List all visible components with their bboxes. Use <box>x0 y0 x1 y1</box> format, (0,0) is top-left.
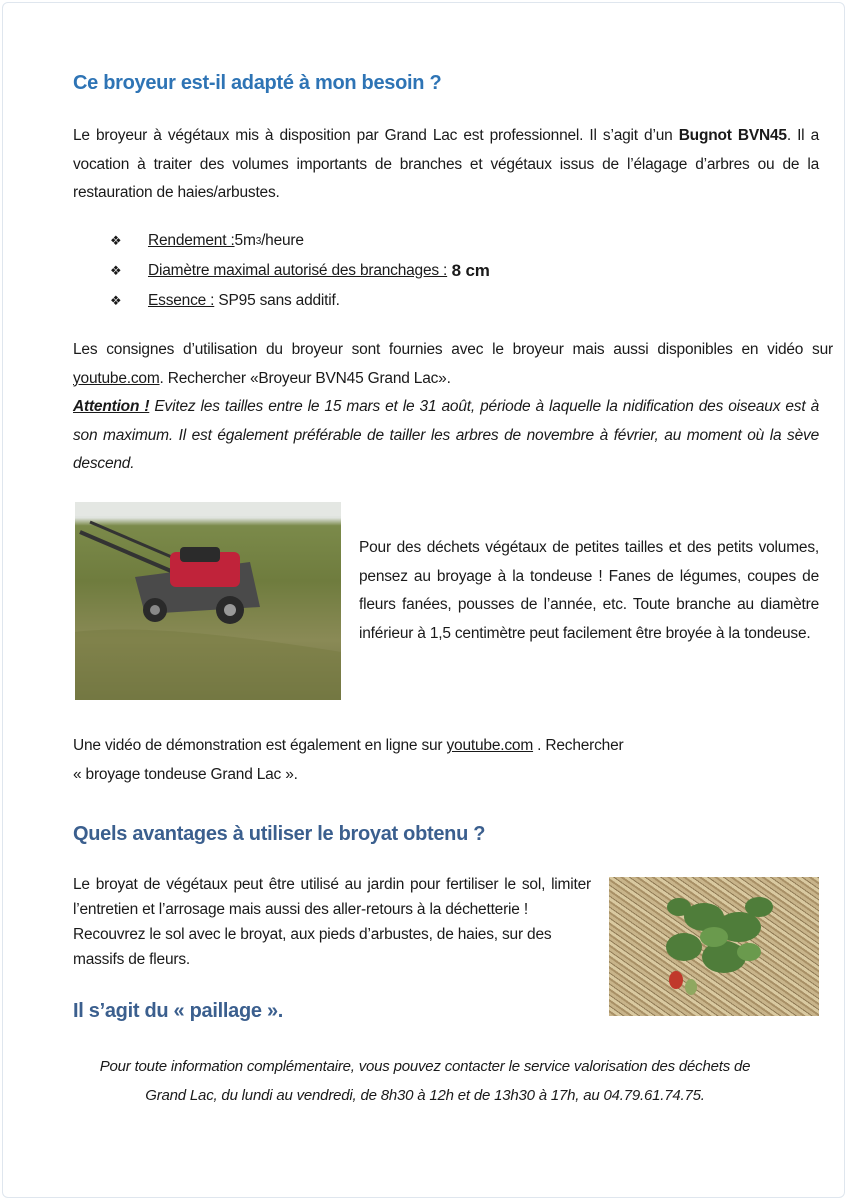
diamond-bullet-icon: ❖ <box>110 233 122 248</box>
spec-label: Diamètre maximal autorisé des branchages : <box>148 262 448 279</box>
lawnmower-illustration <box>75 502 341 700</box>
section-title-avantages: Quels avantages à utiliser le broyat obtenu ? <box>73 823 486 845</box>
consignes-text: Les consignes d’utilisation du broyeur sont fournies avec le broyeur mais aussi disponibles en vidéo sur <box>73 341 833 358</box>
consignes-paragraph <box>73 336 833 393</box>
spec-item <box>110 256 490 286</box>
model-name: Bugnot BVN45 <box>678 127 787 144</box>
lawnmower-photo <box>75 502 341 700</box>
spec-item <box>110 226 490 256</box>
diamond-bullet-icon: ❖ <box>110 263 122 278</box>
spec-value: 5m <box>234 232 256 249</box>
spec-sup: 3 <box>255 235 262 247</box>
video-text-2: . Rechercher <box>533 737 624 754</box>
spec-label: Rendement : <box>148 232 235 249</box>
spec-value-unit: /heure <box>261 232 304 249</box>
diamond-bullet-icon: ❖ <box>110 293 122 308</box>
contact-footer <box>40 1052 810 1110</box>
intro-paragraph <box>73 122 819 208</box>
spec-item <box>110 286 490 316</box>
tondeuse-paragraph: Pour des déchets végétaux de petites tailles et des petits volumes, pensez au broyage à la tondeuse ! Fanes de légumes, coupes de fleurs fanées, pousses de l’année, etc. Toute branche au diamètre inférieur à 1,5 centimètre peut facilement être broyée à la tondeuse. <box>359 539 819 642</box>
section-title-broyeur: Ce broyeur est-il adapté à mon besoin ? <box>73 72 442 94</box>
strawberry-mulch-photo <box>609 877 819 1016</box>
video-search-term: « broyage tondeuse Grand Lac ». <box>73 765 298 783</box>
intro-text: Le broyeur à végétaux mis à disposition par Grand Lac est professionnel. Il s’agit d’un <box>73 127 679 144</box>
strawberry-plant-illustration <box>609 877 819 1016</box>
youtube-link-2[interactable]: youtube.com <box>446 737 534 754</box>
attention-label: Attention ! <box>73 398 150 415</box>
footer-line-2: Grand Lac, du lundi au vendredi, de 8h30 à 12h et de 13h30 à 17h, au 04.79.61.74.75. <box>145 1087 705 1104</box>
broyat-text-2: Recouvrez le sol avec le broyat, aux pieds d’arbustes, de haies, sur des massifs de fleurs. <box>73 926 552 968</box>
spec-label: Essence : <box>148 292 215 309</box>
attention-text: Evitez les tailles entre le 15 mars et le 31 août, période à laquelle la nidification des oiseaux est à son maximum. Il est également préférable de tailler les arbres de novembre à février, au moment où la sève descend. <box>73 398 819 472</box>
intro-text-2: . Il a vocation à traiter des volumes importants de branches et végétaux issus de l’élagage d’arbres ou de la restauration de haies/arbustes. <box>73 127 819 201</box>
spec-value: 8 cm <box>447 261 490 280</box>
broyat-text: Le broyat de végétaux peut être utilisé au jardin pour fertiliser le sol, limiter l’entretien et l’arrosage mais aussi des aller-retours à la déchetterie ! <box>73 876 591 918</box>
paillage-statement: Il s’agit du « paillage ». <box>73 1000 284 1022</box>
video-text: Une vidéo de démonstration est également en ligne sur <box>73 737 447 754</box>
video-paragraph <box>73 732 833 789</box>
attention-paragraph <box>73 393 819 479</box>
broyat-paragraph <box>73 872 591 972</box>
youtube-link[interactable]: youtube.com <box>73 369 160 387</box>
specs-list <box>110 226 490 316</box>
consignes-text-2: . Rechercher «Broyeur BVN45 Grand Lac». <box>159 369 451 387</box>
footer-line-1: Pour toute information complémentaire, vous pouvez contacter le service valorisation des déchets de <box>99 1058 751 1075</box>
spec-value: SP95 sans additif. <box>214 292 340 309</box>
